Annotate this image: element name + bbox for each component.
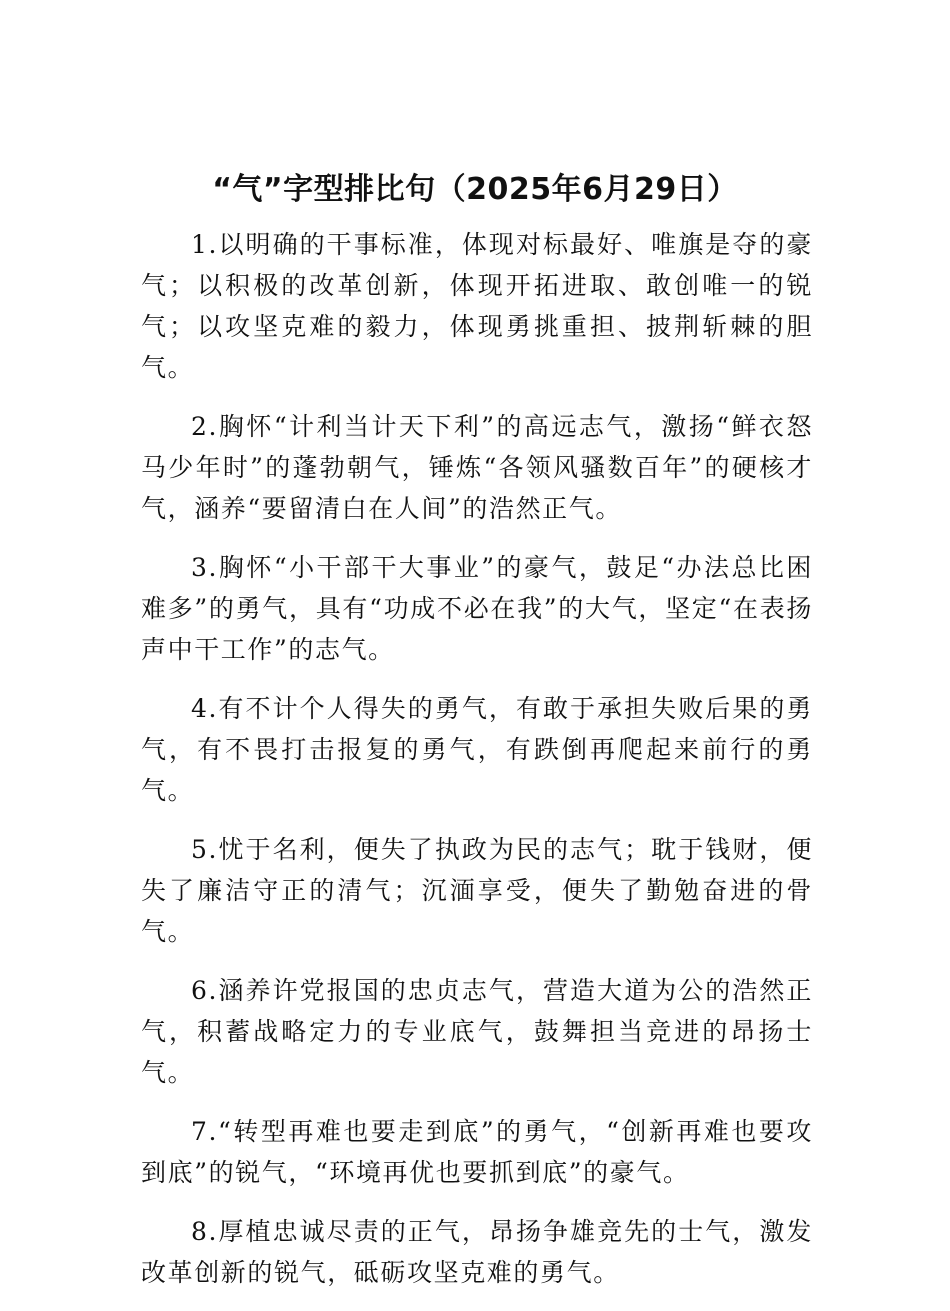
paragraph-6: 6.涵养许党报国的忠贞志气，营造大道为公的浩然正气，积蓄战略定力的专业底气，鼓舞担当竞进的昂扬士气。 (141, 976, 813, 1087)
paragraph-1: 1.以明确的干事标准，体现对标最好、唯旗是夺的豪气；以积极的改革创新，体现开拓进取、敢创唯一的锐气；以攻坚克难的毅力，体现勇挑重担、披荆斩棘的胆气。 (141, 230, 813, 382)
paragraph-7: 7.“转型再难也要走到底”的勇气，“创新再难也要攻到底”的锐气，“环境再优也要抓到底”的豪气。 (141, 1117, 813, 1187)
paragraph-5: 5.忧于名利，便失了执政为民的志气；耽于钱财，便失了廉洁守正的清气；沉湎享受，便失了勤勉奋进的骨气。 (141, 835, 813, 946)
document-body (141, 224, 813, 1311)
page-title: “气”字型排比句（2025年6月29日） (212, 172, 738, 207)
paragraph-2: 2.胸怀“计利当计天下利”的高远志气，激扬“鲜衣怒马少年时”的蓬勃朝气，锤炼“各领风骚数百年”的硬核才气，涵养“要留清白在人间”的浩然正气。 (141, 412, 813, 523)
paragraph-8: 8.厚植忠诚尽责的正气，昂扬争雄竞先的士气，激发改革创新的锐气，砥砺攻坚克难的勇气。 (141, 1217, 813, 1287)
paragraph-3: 3.胸怀“小干部干大事业”的豪气，鼓足“办法总比困难多”的勇气，具有“功成不必在我”的大气，坚定“在表扬声中干工作”的志气。 (141, 553, 813, 664)
paragraph-4: 4.有不计个人得失的勇气，有敢于承担失败后果的勇气，有不畏打击报复的勇气，有跌倒再爬起来前行的勇气。 (141, 694, 813, 805)
